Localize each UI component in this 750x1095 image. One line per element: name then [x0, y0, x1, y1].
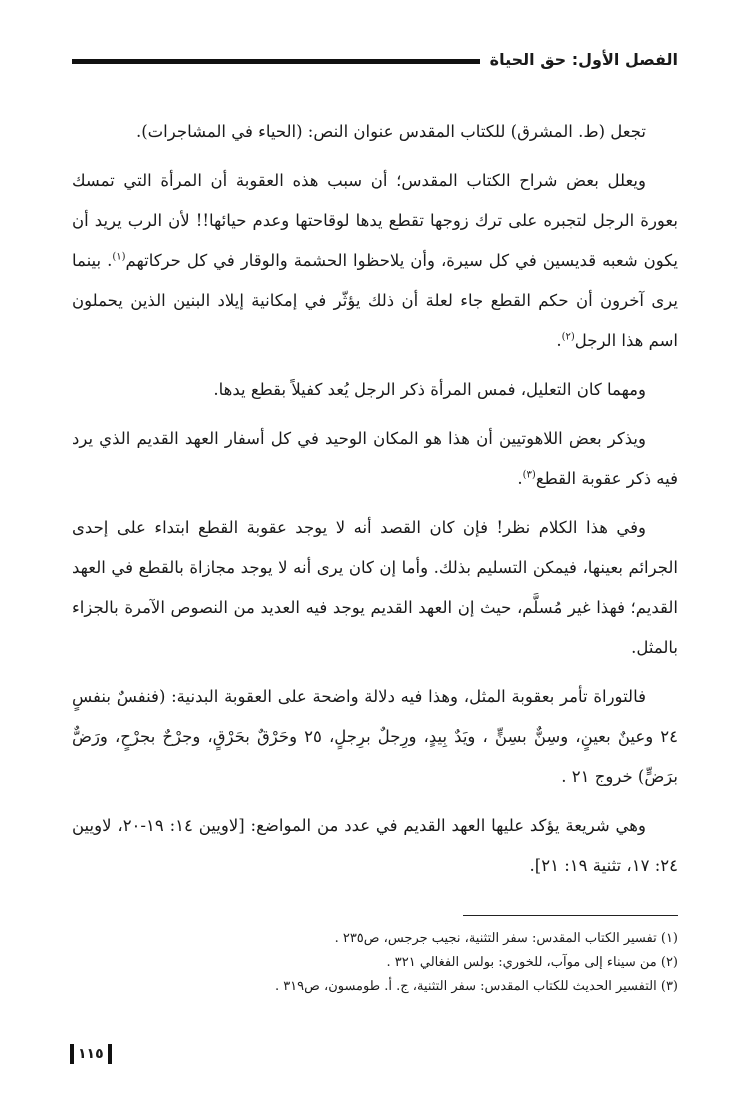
paragraph-2-text-b: . بينما يرى آخرون أن حكم القطع جاء لعلة أن ذلك يؤثّر في إمكانية إيلاد البنين الذين يحملون اسم هذا الرجل — [72, 251, 678, 350]
footnote-2: (٢) من سيناء إلى موآب، للخوري: بولس الفغالي ٣٢١ . — [386, 955, 678, 970]
footnote-3: (٣) التفسير الحديث للكتاب المقدس: سفر التثنية، ج. أ. طومسون، ص٣١٩ . — [274, 979, 678, 994]
paragraph-4 — [72, 419, 678, 499]
paragraph-5: وفي هذا الكلام نظر! فإن كان القصد أنه لا يوجد عقوبة القطع ابتداء على إحدى الجرائم بعينها، فيمكن التسليم بذلك. وأما إن كان يرى أنه لا يوجد مجازاة بالقطع في العهد القديم؛ فهذا غير مُسلَّم، حيث إن العهد القديم يوجد فيه العديد من النصوص الآمرة بالجزاء بالمثل. — [72, 518, 678, 657]
paragraph-2 — [72, 161, 678, 361]
paragraph-4-text: ويذكر بعض اللاهوتيين أن هذا هو المكان الوحيد في كل أسفار العهد القديم الذي يرد فيه ذكر عقوبة القطع — [72, 429, 678, 488]
paragraph-1: تجعل (ط. المشرق) للكتاب المقدس عنوان النص: (الحياء في المشاجرات). — [135, 122, 646, 141]
paragraph-2-end: . — [556, 331, 562, 350]
paragraph-7: وهي شريعة يؤكد عليها العهد القديم في عدد من المواضع: [لاويين ١٤: ١٩-٢٠، لاويين ٢٤: ١٧، تثنية ١٩: ٢١]. — [72, 816, 678, 875]
page-number — [70, 1044, 112, 1064]
paragraph-3: ومهما كان التعليل، فمس المرأة ذكر الرجل يُعد كفيلاً بقطع يدها. — [213, 380, 646, 399]
paragraph-4-end: . — [517, 469, 523, 488]
header-rule — [72, 59, 480, 64]
chapter-title: الفصل الأول: حق الحياة — [489, 49, 678, 69]
running-header — [72, 44, 678, 74]
paragraph-6: فالتوراة تأمر بعقوبة المثل، وهذا فيه دلالة واضحة على العقوبة البدنية: (فنفسٌ بنفسٍ ٢٤ وعينٌ بعينٍ، وسِنٌّ بسِنٍّ ، ويَدٌ بِيدٍ، ورِجلٌ برِجلٍ، ٢٥ وحَرْقٌ بحَرْقٍ، وجرْحٌ بجرْحٍ، ورَضٌّ برَضٍّ) خروج ٢١ . — [72, 687, 679, 786]
main-text — [72, 112, 678, 895]
page-number-bar-right — [108, 1044, 112, 1064]
paragraph-2-text: ويعلل بعض شراح الكتاب المقدس؛ أن سبب هذه العقوبة أن المرأة التي تمسك بعورة الرجل لتجبره على ترك زوجها تقطع يدها لوقاحتها وعدم حيائها!! لأن الرب يريد أن يكون شعبه قديسين في كل سيرة، وأن يلاحظوا الحشمة والوقار في كل حركاتهم — [72, 171, 678, 270]
footnotes — [72, 927, 678, 999]
footnote-divider — [463, 915, 678, 916]
footnote-1: (١) تفسير الكتاب المقدس: سفر التثنية، نجيب جرجس، ص٢٣٥ . — [334, 931, 678, 946]
footnote-ref-3[interactable]: (٣) — [522, 469, 536, 481]
footnote-ref-1[interactable]: (١) — [112, 251, 126, 263]
page-number-value: ١١٥ — [78, 1046, 104, 1062]
footnote-ref-2[interactable]: (٢) — [561, 331, 575, 343]
